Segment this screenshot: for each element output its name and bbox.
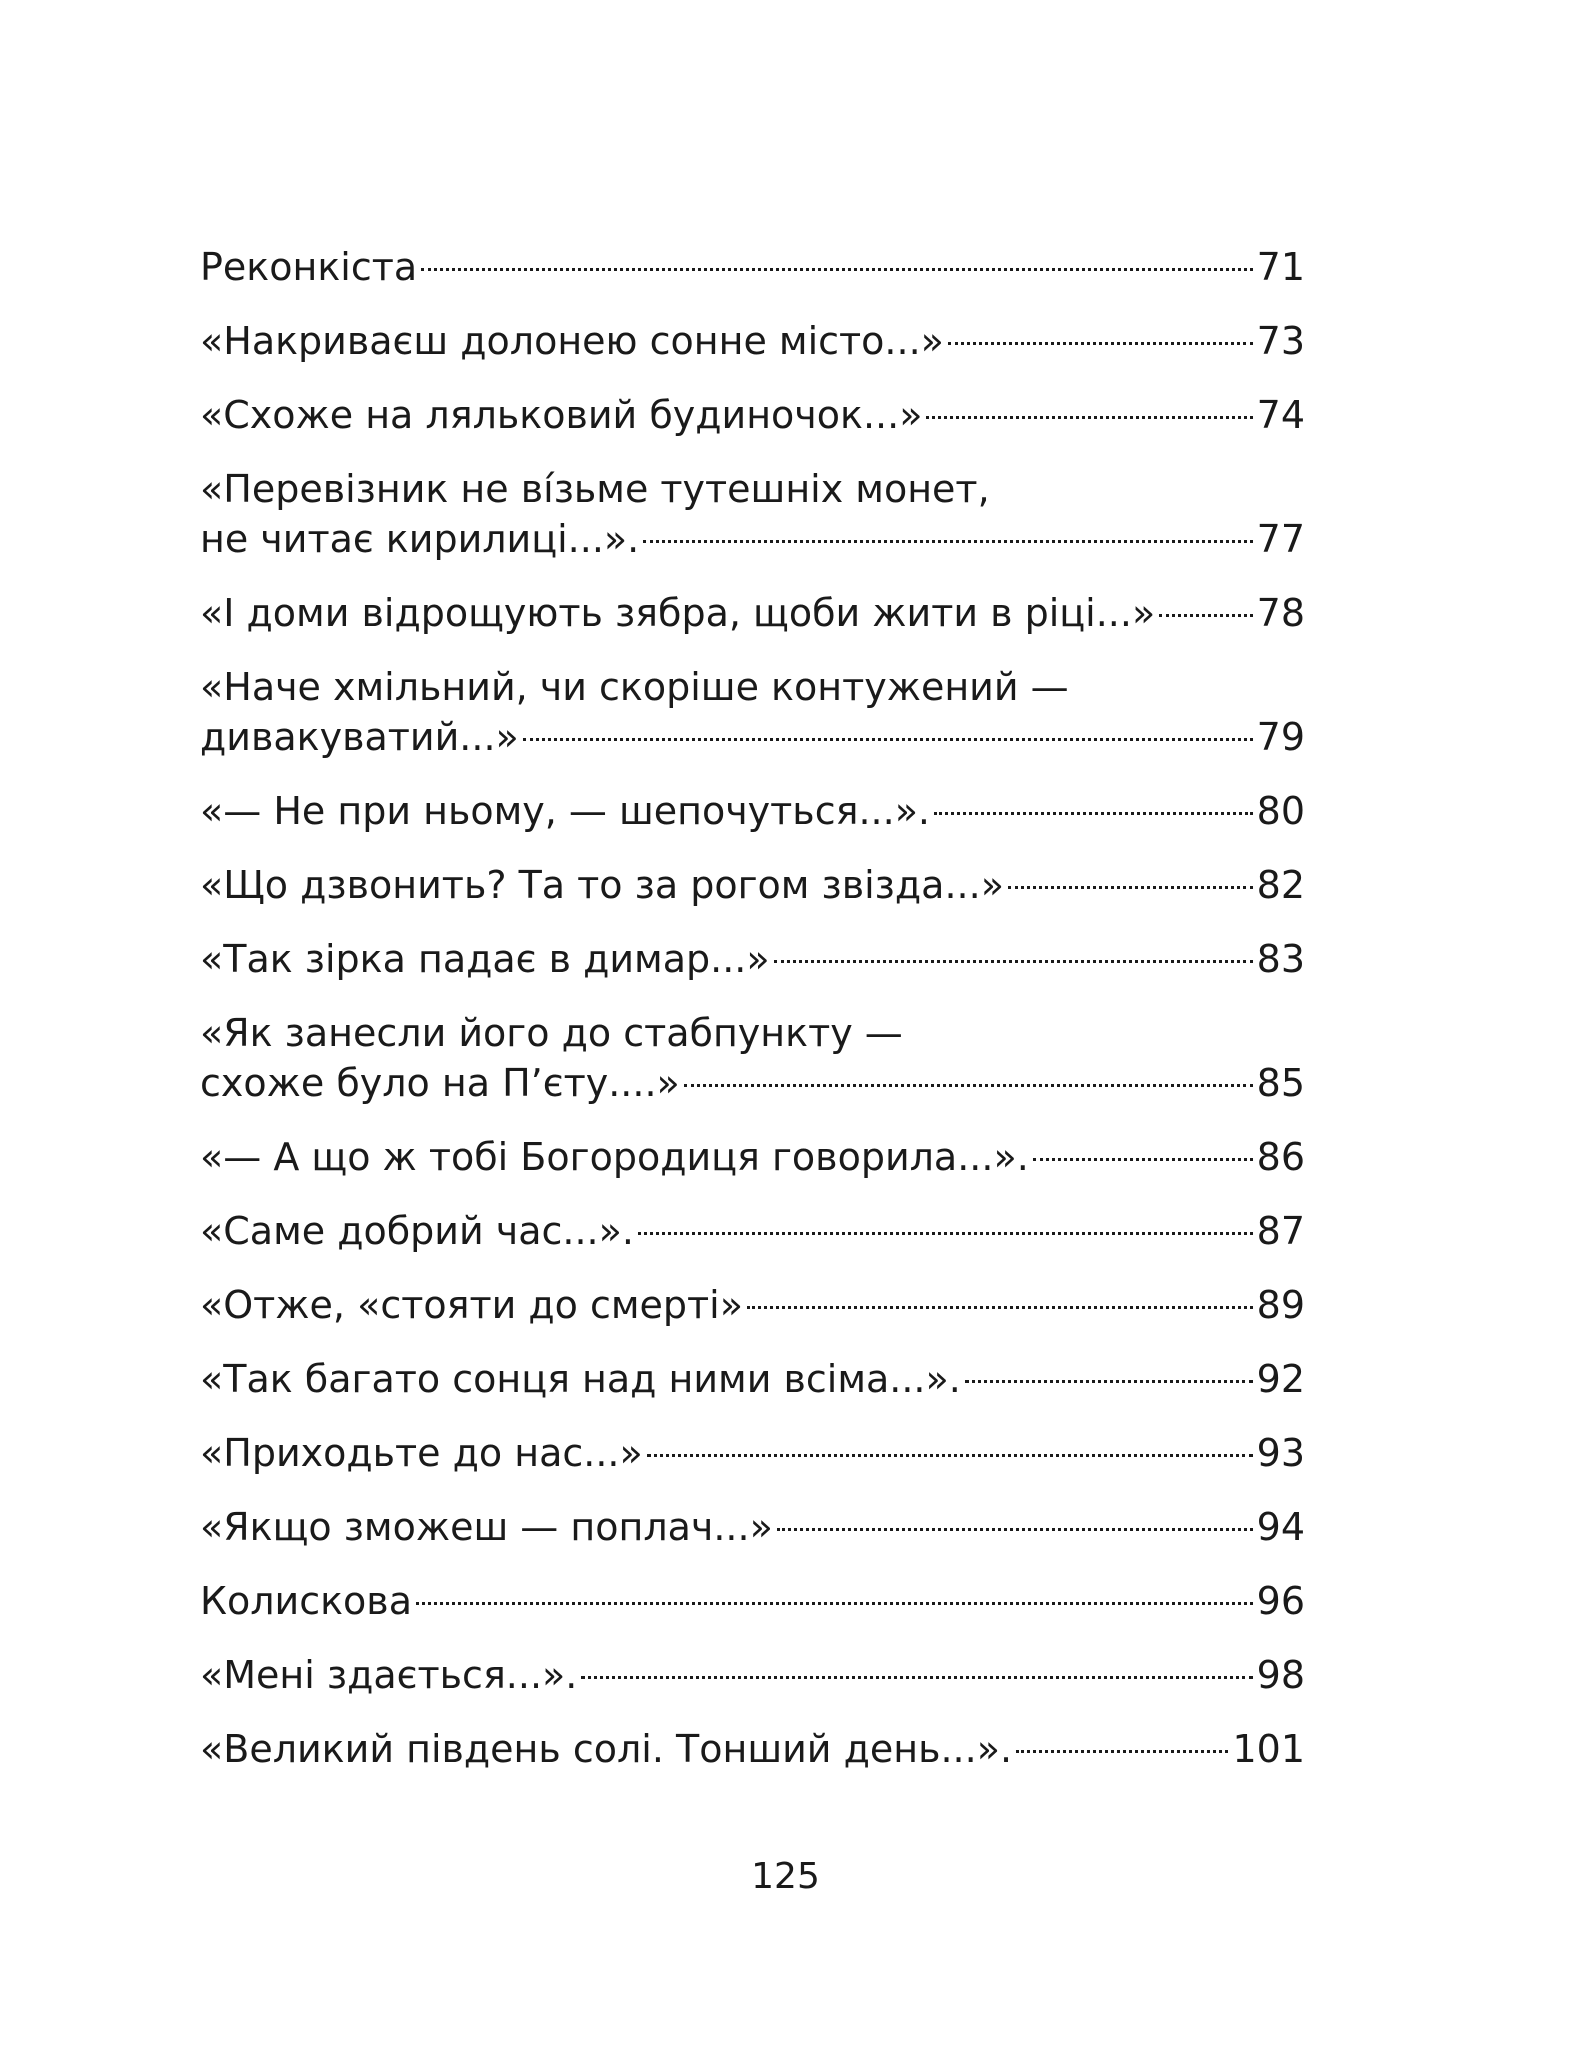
toc-entry-title: «Якщо зможеш — поплач...»	[200, 1505, 773, 1549]
toc-leader-dots	[647, 1454, 1253, 1457]
toc-entry-page: 87	[1256, 1209, 1305, 1253]
toc-entry-title: «Що дзвонить? Та то за рогом звізда...»	[200, 863, 1004, 907]
toc-entry-title-first-line: «Наче хмільний, чи скоріше контужений —	[200, 665, 1069, 709]
toc-leader-dots	[948, 342, 1253, 345]
toc-entry-page: 83	[1256, 937, 1305, 981]
toc-entry	[200, 934, 1305, 984]
toc-leader-dots	[581, 1676, 1252, 1679]
toc-entry-page: 94	[1256, 1505, 1305, 1549]
toc-entry-page: 85	[1256, 1061, 1305, 1105]
toc-entry	[200, 1428, 1305, 1478]
toc-leader-dots	[1159, 614, 1252, 617]
toc-leader-dots	[965, 1380, 1253, 1383]
toc-entry	[200, 1724, 1305, 1774]
toc-entry	[200, 1650, 1305, 1700]
toc-entry-page: 86	[1256, 1135, 1305, 1179]
page-number: 125	[751, 1856, 820, 1897]
toc-leader-dots	[926, 416, 1252, 419]
toc-entry-page: 78	[1256, 591, 1305, 635]
toc-leader-dots	[523, 738, 1253, 741]
toc-entry	[200, 860, 1305, 910]
toc-entry-page: 73	[1256, 319, 1305, 363]
toc-entry-title: «Так багато сонця над ними всіма...».	[200, 1357, 961, 1401]
toc-entry	[200, 316, 1305, 366]
toc-entry	[200, 1576, 1305, 1626]
toc-entry-page: 79	[1256, 715, 1305, 759]
toc-entry	[200, 1502, 1305, 1552]
toc-entry-page: 89	[1256, 1283, 1305, 1327]
toc-entry	[200, 1132, 1305, 1182]
toc-entry	[200, 242, 1305, 292]
toc-entry-page: 74	[1256, 393, 1305, 437]
toc-entry	[200, 1354, 1305, 1404]
toc-leader-dots	[777, 1528, 1253, 1531]
toc-entry-title-first-line: «Перевізник не ві́зьме тутешніх монет,	[200, 467, 990, 511]
toc-entry-title: «Так зірка падає в димар...»	[200, 937, 770, 981]
toc-entry	[200, 1206, 1305, 1256]
toc-entry-page: 82	[1256, 863, 1305, 907]
toc-entry-page: 96	[1256, 1579, 1305, 1623]
toc-entry-title: «Схоже на ляльковий будиночок...»	[200, 393, 923, 437]
toc-leader-dots	[1016, 1750, 1228, 1753]
toc-entry	[200, 1280, 1305, 1330]
toc-entry-title: Реконкіста	[200, 245, 418, 289]
toc-entry-page: 71	[1256, 245, 1305, 289]
toc-leader-dots	[747, 1306, 1253, 1309]
toc-entry-page: 101	[1232, 1727, 1305, 1771]
toc-leader-dots	[1033, 1158, 1253, 1161]
toc-leader-dots	[421, 268, 1252, 271]
toc-entry-title: «— А що ж тобі Богородиця говорила...».	[200, 1135, 1029, 1179]
toc-leader-dots	[774, 960, 1253, 963]
toc-leader-dots	[1008, 886, 1253, 889]
toc-entry-title: «— Не при ньому, — шепочуться...».	[200, 789, 931, 833]
table-of-contents	[200, 242, 1305, 1798]
toc-entry-title: «Великий південь солі. Тонший день...».	[200, 1727, 1013, 1771]
toc-leader-dots	[416, 1602, 1253, 1605]
toc-leader-dots	[934, 812, 1253, 815]
toc-entry	[200, 390, 1305, 440]
toc-entry-title: «І доми відрощують зябра, щоби жити в ріці...»	[200, 591, 1156, 635]
toc-entry-page: 80	[1256, 789, 1305, 833]
toc-entry	[200, 464, 1305, 564]
toc-entry-page: 77	[1256, 517, 1305, 561]
toc-entry-page: 98	[1256, 1653, 1305, 1697]
toc-entry-title: схоже було на П’єту....»	[200, 1061, 680, 1105]
toc-entry-page: 93	[1256, 1431, 1305, 1475]
toc-entry-title: «Приходьте до нас...»	[200, 1431, 643, 1475]
toc-entry	[200, 662, 1305, 762]
toc-entry-title: «Отже, «стояти до смерті»	[200, 1283, 743, 1327]
toc-entry-title: не читає кирилиці...».	[200, 517, 640, 561]
toc-leader-dots	[638, 1232, 1253, 1235]
toc-leader-dots	[684, 1084, 1253, 1087]
toc-entry-title: «Мені здається...».	[200, 1653, 578, 1697]
toc-entry-title: дивакуватий...»	[200, 715, 519, 759]
toc-entry-title: «Саме добрий час...».	[200, 1209, 634, 1253]
toc-entry-title-first-line: «Як занесли його до стабпункту —	[200, 1011, 903, 1055]
toc-entry-page: 92	[1256, 1357, 1305, 1401]
toc-entry	[200, 786, 1305, 836]
toc-leader-dots	[643, 540, 1252, 543]
toc-entry	[200, 588, 1305, 638]
toc-entry-title: Колискова	[200, 1579, 412, 1623]
toc-entry	[200, 1008, 1305, 1108]
toc-entry-title: «Накриваєш долонею сонне місто...»	[200, 319, 944, 363]
